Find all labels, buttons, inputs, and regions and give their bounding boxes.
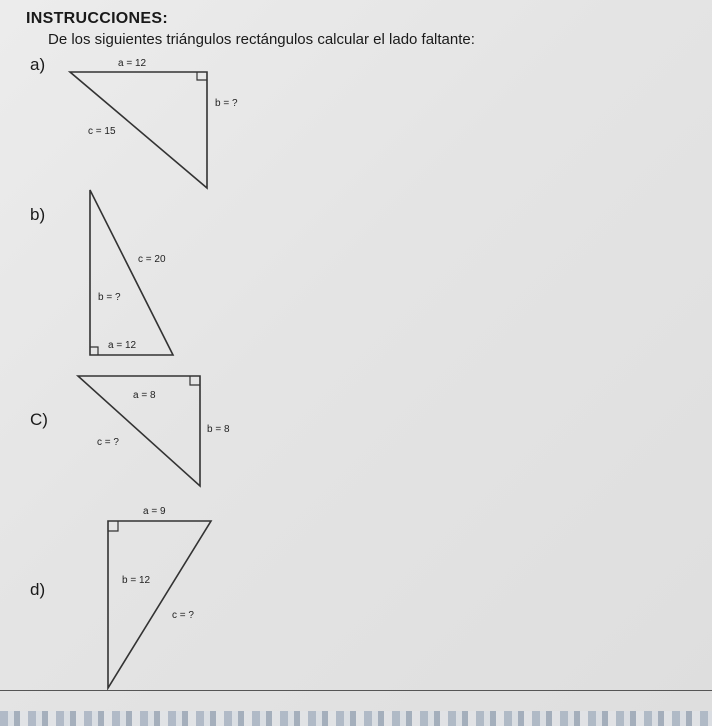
triangle-b-side-b: b = ? [98, 292, 121, 303]
triangle-d-side-c: c = ? [172, 610, 194, 621]
triangle-b-shape [90, 190, 173, 355]
triangle-b-right-angle [90, 347, 98, 355]
triangle-a-side-b: b = ? [215, 98, 238, 109]
triangle-b-side-a: a = 12 [108, 340, 137, 351]
triangle-d-side-b: b = 12 [122, 575, 151, 586]
triangle-c-side-a: a = 8 [133, 390, 156, 401]
instructions-title: INSTRUCCIONES: [26, 10, 168, 27]
triangle-d [108, 521, 211, 688]
triangle-a-shape [70, 72, 207, 188]
triangle-a-side-c: c = 15 [88, 126, 116, 137]
triangle-b [90, 190, 173, 355]
problem-d-label: d) [30, 580, 46, 599]
triangle-c-side-c: c = ? [97, 437, 119, 448]
problem-a-label: a) [30, 55, 46, 74]
triangle-a-right-angle [197, 72, 207, 80]
triangle-d-shape [108, 521, 211, 688]
triangle-a-side-a: a = 12 [118, 58, 147, 69]
triangle-b-side-c: c = 20 [138, 254, 166, 265]
triangle-d-side-a: a = 9 [143, 506, 166, 517]
triangle-c-right-angle [190, 376, 200, 385]
page-bottom-rule [0, 690, 712, 691]
problem-c-label: C) [30, 410, 48, 429]
triangle-c-side-b: b = 8 [207, 424, 230, 435]
triangle-c [78, 376, 200, 486]
decorative-border [0, 711, 712, 726]
instructions-text: De los siguientes triángulos rectángulos calcular el lado faltante: [48, 31, 475, 48]
triangle-a [70, 72, 207, 188]
problem-b-label: b) [30, 205, 46, 224]
triangle-c-shape [78, 376, 200, 486]
triangle-d-right-angle [108, 521, 118, 531]
